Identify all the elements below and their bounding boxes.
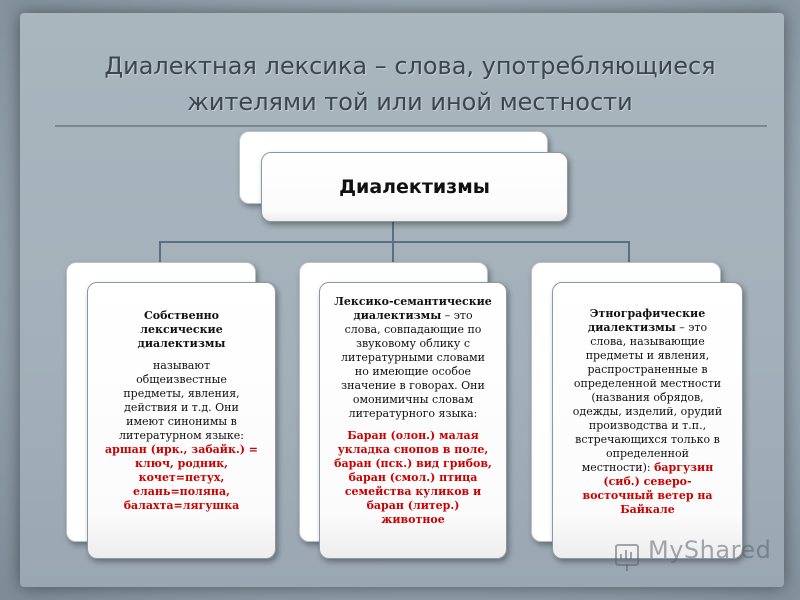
connector-right	[628, 241, 630, 264]
box-semantic-body-6: омонимичны словам	[352, 393, 474, 406]
connector-middle	[392, 241, 394, 264]
box-semantic-example-1: Баран (олон.) малая	[347, 429, 479, 442]
box-semantic-example-3: баран (пск.) вид грибов,	[334, 457, 492, 470]
box-semantic-example-6: баран (литер.)	[366, 499, 460, 512]
box-ethnographic-heading-tail: – это	[675, 321, 708, 334]
box-lexical-example-4: елань=поляна,	[133, 485, 230, 498]
box-ethnographic-body-9: определенной	[606, 447, 689, 460]
box-lexical-body-3: предметы, явления,	[123, 387, 240, 400]
box-ethnographic-body-8: встречающихся только в	[575, 433, 720, 446]
box-ethnographic-heading-1: Этнографические	[589, 307, 706, 320]
box-ethnographic-body-10: местности):	[581, 461, 651, 474]
box-lexical-example-5: балахта=лягушка	[123, 499, 240, 512]
connector-root	[392, 222, 394, 242]
box-lexical-heading-1: Собственно	[143, 309, 220, 322]
box-lexical-body-6: литературном языке:	[119, 429, 244, 442]
box-semantic-body-2: звуковому облику с	[355, 337, 471, 350]
box-semantic-body-3: литературными словами	[341, 351, 485, 364]
box-semantic-example-4: баран (смол.) птица	[348, 471, 478, 484]
box-ethnographic-body-1: слова, называющие	[590, 335, 705, 348]
box-lexical-example-1: аршан (ирк., забайк.) =	[105, 443, 258, 456]
box-ethnographic-heading-2: диалектизмы	[587, 321, 676, 334]
slide-title-line2: жителями той или иной местности	[187, 88, 633, 116]
box-semantic-body-5: значение в говорах. Они	[341, 379, 485, 392]
watermark-text: MyShared	[648, 536, 772, 564]
box-ethnographic-content	[552, 307, 743, 517]
box-semantic-example-2: укладка снопов в поле,	[337, 443, 489, 456]
slide-title-line1: Диалектная лексика – слова, употребляющиеся	[104, 52, 716, 80]
connector-horizontal	[159, 241, 629, 243]
box-ethnographic-body-6: одежды, изделий, орудий	[572, 405, 723, 418]
box-lexical-body-2: общеизвестные	[136, 373, 227, 386]
box-ethnographic-example-2: (сиб.) северо-	[603, 475, 692, 488]
root-node-label: Диалектизмы	[339, 176, 490, 198]
box-ethnographic-body-5: (названия обрядов,	[591, 391, 704, 404]
box-lexical-heading-2: лексические	[140, 323, 223, 336]
box-ethnographic-example-1: баргузин	[654, 461, 714, 474]
box-semantic-body-1: слова, совпадающие по	[344, 323, 482, 336]
box-semantic-heading-2: диалектизмы	[353, 309, 442, 322]
box-semantic-example-7: животное	[381, 513, 445, 526]
box-ethnographic-body-4: определенной местности	[573, 377, 722, 390]
box-ethnographic-body-7: производства и т.п.,	[588, 419, 707, 432]
box-lexical-body-5: имеют синонимы в	[126, 415, 237, 428]
box-semantic-content	[319, 295, 507, 527]
box-ethnographic-example-4: Байкале	[620, 503, 675, 516]
box-lexical-body-4: действия и т.д. Они	[124, 401, 239, 414]
box-lexical-example-2: ключ, родник,	[134, 457, 229, 470]
box-lexical-content	[87, 309, 276, 513]
connector-left	[159, 241, 161, 264]
box-lexical-heading-3: диалектизмы	[137, 337, 226, 350]
title-divider	[55, 125, 767, 127]
box-semantic-body-4: но имеющие особое	[354, 365, 472, 378]
box-ethnographic-example-3: восточный ветер на	[582, 489, 713, 502]
box-lexical-body-1: называют	[152, 359, 211, 372]
box-semantic-heading-tail: – это	[441, 309, 473, 322]
box-ethnographic-body-2: предметы и явления,	[585, 349, 710, 362]
box-semantic-example-5: семейства куликов и	[344, 485, 482, 498]
box-semantic-heading-1: Лексико-семантические	[334, 295, 492, 308]
box-lexical-example-3: кочет=петух,	[138, 471, 225, 484]
box-semantic-body-7: литературного языка:	[348, 407, 478, 420]
box-ethnographic-body-3: распространенные в	[587, 363, 708, 376]
